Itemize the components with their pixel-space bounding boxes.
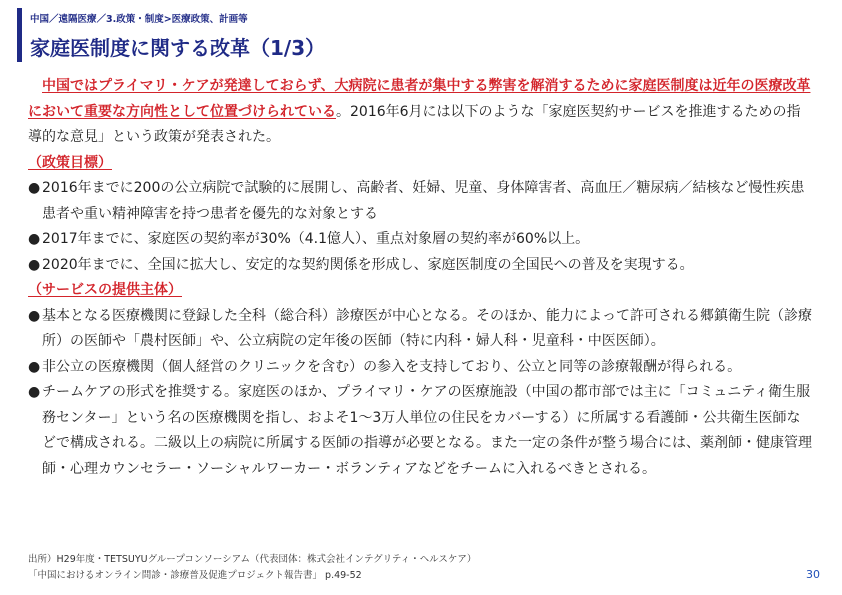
source-line: 「中国におけるオンライン問診・診療普及促進プロジェクト報告書」 p.49-52 [28, 570, 362, 581]
service-providers-list [28, 304, 814, 483]
list-item-text: チームケアの形式を推奨する。家庭医のほか、プライマリ・ケアの医療施設（中国の都市部では主に「コミュニティ衛生服務センター」という名の医療機関を指し、およそ1～3万人単位の住民をカバーする）に所属する看護師・公共衛生医師などで構成される。二級以上の病院に所属する医師の指導が必要となる。また一定の条件が整う場合には、薬剤師・健康管理師・心理カウンセラー・ソーシャルワーカー・ボランティアなどをチームに入れるべきとされる。 [42, 384, 812, 477]
bullet-icon: ● [28, 256, 41, 273]
breadcrumb: 中国／遠隔医療／3.政策・制度>医療政策、計画等 [30, 14, 248, 25]
policy-goals-list [28, 176, 814, 278]
bullet-icon: ● [28, 384, 41, 400]
section-heading-row [28, 278, 814, 304]
list-item [28, 253, 814, 279]
page-number: 30 [806, 568, 820, 581]
section-heading-service-providers: （サービスの提供主体） [28, 282, 182, 298]
bullet-icon: ● [28, 307, 41, 324]
list-item [28, 304, 814, 355]
slide-body [28, 74, 814, 482]
intro-rest: 。2016年6月には以下のような「家庭医契約サービスを推進するための指導的な意見」という政策が発表された。 [28, 103, 801, 145]
list-item [28, 227, 814, 253]
page-title: 家庭医制度に関する改革（1/3） [30, 36, 326, 60]
list-item-text: 基本となる医療機関に登録した全科（総合科）診療医が中心となる。そのほか、能力によって許可される郷鎮衛生院（診療所）の医師や「農村医師」や、公立病院の定年後の医師（特に内科・婦人科・児童科・中医医師）。 [42, 307, 812, 349]
bullet-icon: ● [28, 180, 41, 196]
section-heading-row [28, 151, 814, 177]
section-heading-policy-goals: （政策目標） [28, 154, 112, 171]
list-item-text: 2016年までに200の公立病院で試験的に展開し、高齢者、妊婦、児童、身体障害者、高血圧／糖尿病／結核など慢性疾患患者や重い精神障害を持つ患者を優先的な対象とする [42, 180, 805, 222]
title-accent-bar [17, 8, 22, 62]
bullet-icon: ● [28, 231, 41, 247]
source-note [28, 552, 476, 584]
intro-emphasis: 中国ではプライマリ・ケアが発達しておらず、大病院に患者が集中する弊害を解消するために家庭医制度は近年の医療改革において重要な方向性として位置づけられている [28, 78, 811, 120]
list-item [28, 380, 814, 482]
bullet-icon: ● [28, 358, 41, 375]
list-item-text: 非公立の医療機関（個人経営のクリニックを含む）の参入を支持しており、公立と同等の診療報酬が得られる。 [42, 358, 742, 375]
list-item-text: 2017年までに、家庭医の契約率が30%（4.1億人）、重点対象層の契約率が60%以上。 [42, 231, 590, 247]
list-item [28, 355, 814, 381]
intro-paragraph [28, 74, 814, 151]
source-line: 出所）H29年度・TETSUYUグループコンソーシアム（代表団体：株式会社インテグリティ・ヘルスケア） [28, 554, 477, 565]
list-item [28, 176, 814, 227]
list-item-text: 2020年までに、全国に拡大し、安定的な契約関係を形成し、家庭医制度の全国民への普及を実現する。 [42, 256, 694, 273]
